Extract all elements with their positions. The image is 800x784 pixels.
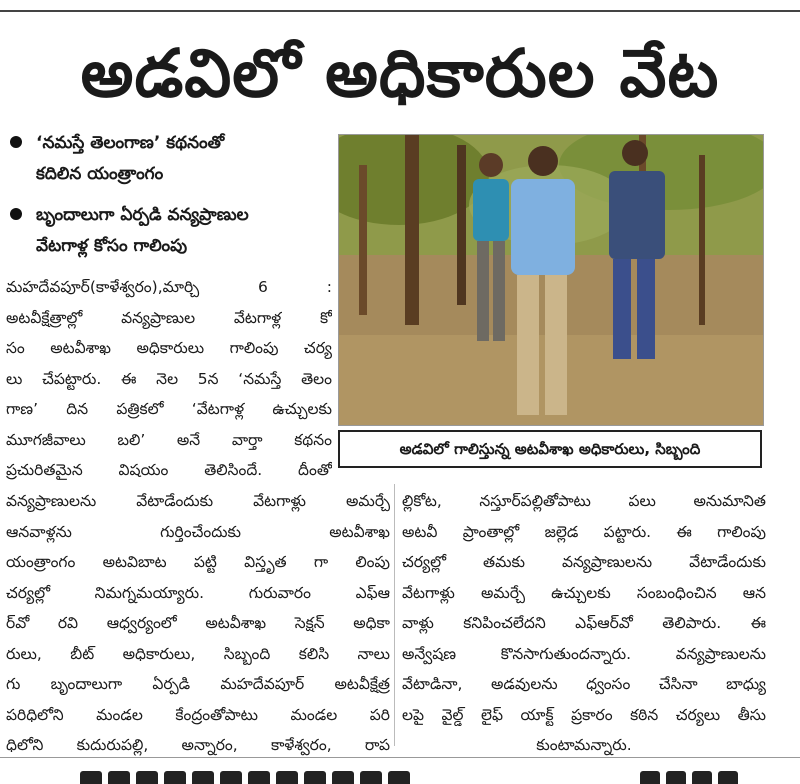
top-rule [0,10,800,12]
article-line: సం అటవీశాఖ అధికారులు గాలింపు చర్య [6,339,332,357]
article-line: వేటగాళ్లు అమర్చే ఉచ్చులకు సంబంధించిన ఆన [402,583,766,602]
bullet-line: ‘నమస్తే తెలంగాణ’ కథనంతో [36,133,225,153]
article-column-left [6,486,390,761]
article-line: ర్‌వో రవి ఆధ్వర్యంలో అటవీశాఖ సెక్షన్ అధికా [6,614,390,632]
article-line: కుంటామన్నారు. [536,736,632,754]
article-line: వేటాడినా, అడవులను ధ్వంసం చేసినా బాధ్యు [402,675,766,693]
bullet-item [6,128,332,190]
article-line: లు చేపట్టారు. ఈ నెల 5న ‘నమస్తే తెలం [6,369,332,388]
article-line: చర్యల్లో తమకు వన్యప్రాణులను వేటాడేందుకు [402,553,766,571]
article-line: లపై వైల్డ్ లైఫ్ యాక్ట్ ప్రకారం కఠిన చర్యలు తీసు [402,705,766,724]
article-line: ధిలోని కుదురుపల్లి, అన్నారం, కాళేశ్వరం, రాప [6,736,390,754]
article-line: పరిధిలోని మండల కేంద్రంతోపాటు మండల పరి [6,705,390,724]
bullet-dot-icon [10,208,22,220]
bullet-dot-icon [10,136,22,148]
headline: అడవిలో అధికారుల వేట [80,35,720,112]
article-line: యంత్రాంగం అటవిబాట పట్టి విస్తృత గా లింపు [6,553,390,571]
article-column-top [6,272,332,486]
forest-officials-photo [339,135,763,425]
next-article-cutoff [80,770,480,784]
news-photo [338,134,764,426]
article-column-right [402,486,766,761]
article-line: వాళ్లు కనిపించలేదని ఎఫ్ఆర్‌వో తెలిపారు. ఈ [402,614,766,632]
bullet-item [6,200,332,262]
article-line: చర్యల్లో నిమగ్నమయ్యారు. గురువారం ఎఫ్‌ఆ [6,583,390,602]
photo-caption: అడవిలో గాలిస్తున్న అటవీశాఖ అధికారులు, సిబ్బంది [338,430,762,468]
article-line: అటవీక్షేత్రాల్లో వన్యప్రాణుల వేటగాళ్ల కో [6,308,332,327]
article-line: మహదేవపూర్(కాళేశ్వరం),మార్చి 6 : [6,278,332,296]
bullet-line: వేటగాళ్ల కోసం గాలింపు [36,236,188,256]
article-line: మూగజీవాలు బలి’ అనే వార్తా కథనం [6,430,332,449]
next-article-cutoff [640,770,760,784]
article-line: ప్రచురితమైన విషయం తెలిసిందే. దీంతో [6,461,332,479]
subheading-bullets [6,128,332,272]
article-line: గు బృందాలుగా ఏర్పడి మహదేవపూర్ అటవీక్షేత్ర [6,675,390,693]
article-line: అన్వేషణ కొనసాగుతుందన్నారు. వన్యప్రాణులను [402,644,766,663]
article-line: ల్లికోట, నస్తూర్‌పల్లితోపాటు పలు అనుమానిత [402,492,766,510]
bottom-rule [0,757,800,758]
article-line: ఆనవాళ్లను గుర్తించేందుకు అటవీశాఖ [6,522,390,541]
article-line: గాణ’ దిన పత్రికలో ‘వేటగాళ్ల ఉచ్చులకు [6,400,332,418]
article-line: అటవీ ప్రాంతాల్లో జల్లెడ పట్టారు. ఈ గాలింపు [402,522,766,541]
article-line: వన్యప్రాణులను వేటాడేందుకు వేటగాళ్లు అమర్చే [6,492,390,510]
article-line: రులు, బీట్ అధికారులు, సిబ్బంది కలిసి నాలు [6,644,390,663]
bullet-line: బృందాలుగా ఏర్పడి వన్యప్రాణుల [36,205,249,225]
column-divider [394,484,395,746]
bullet-line: కదిలిన యంత్రాంగం [36,164,164,184]
